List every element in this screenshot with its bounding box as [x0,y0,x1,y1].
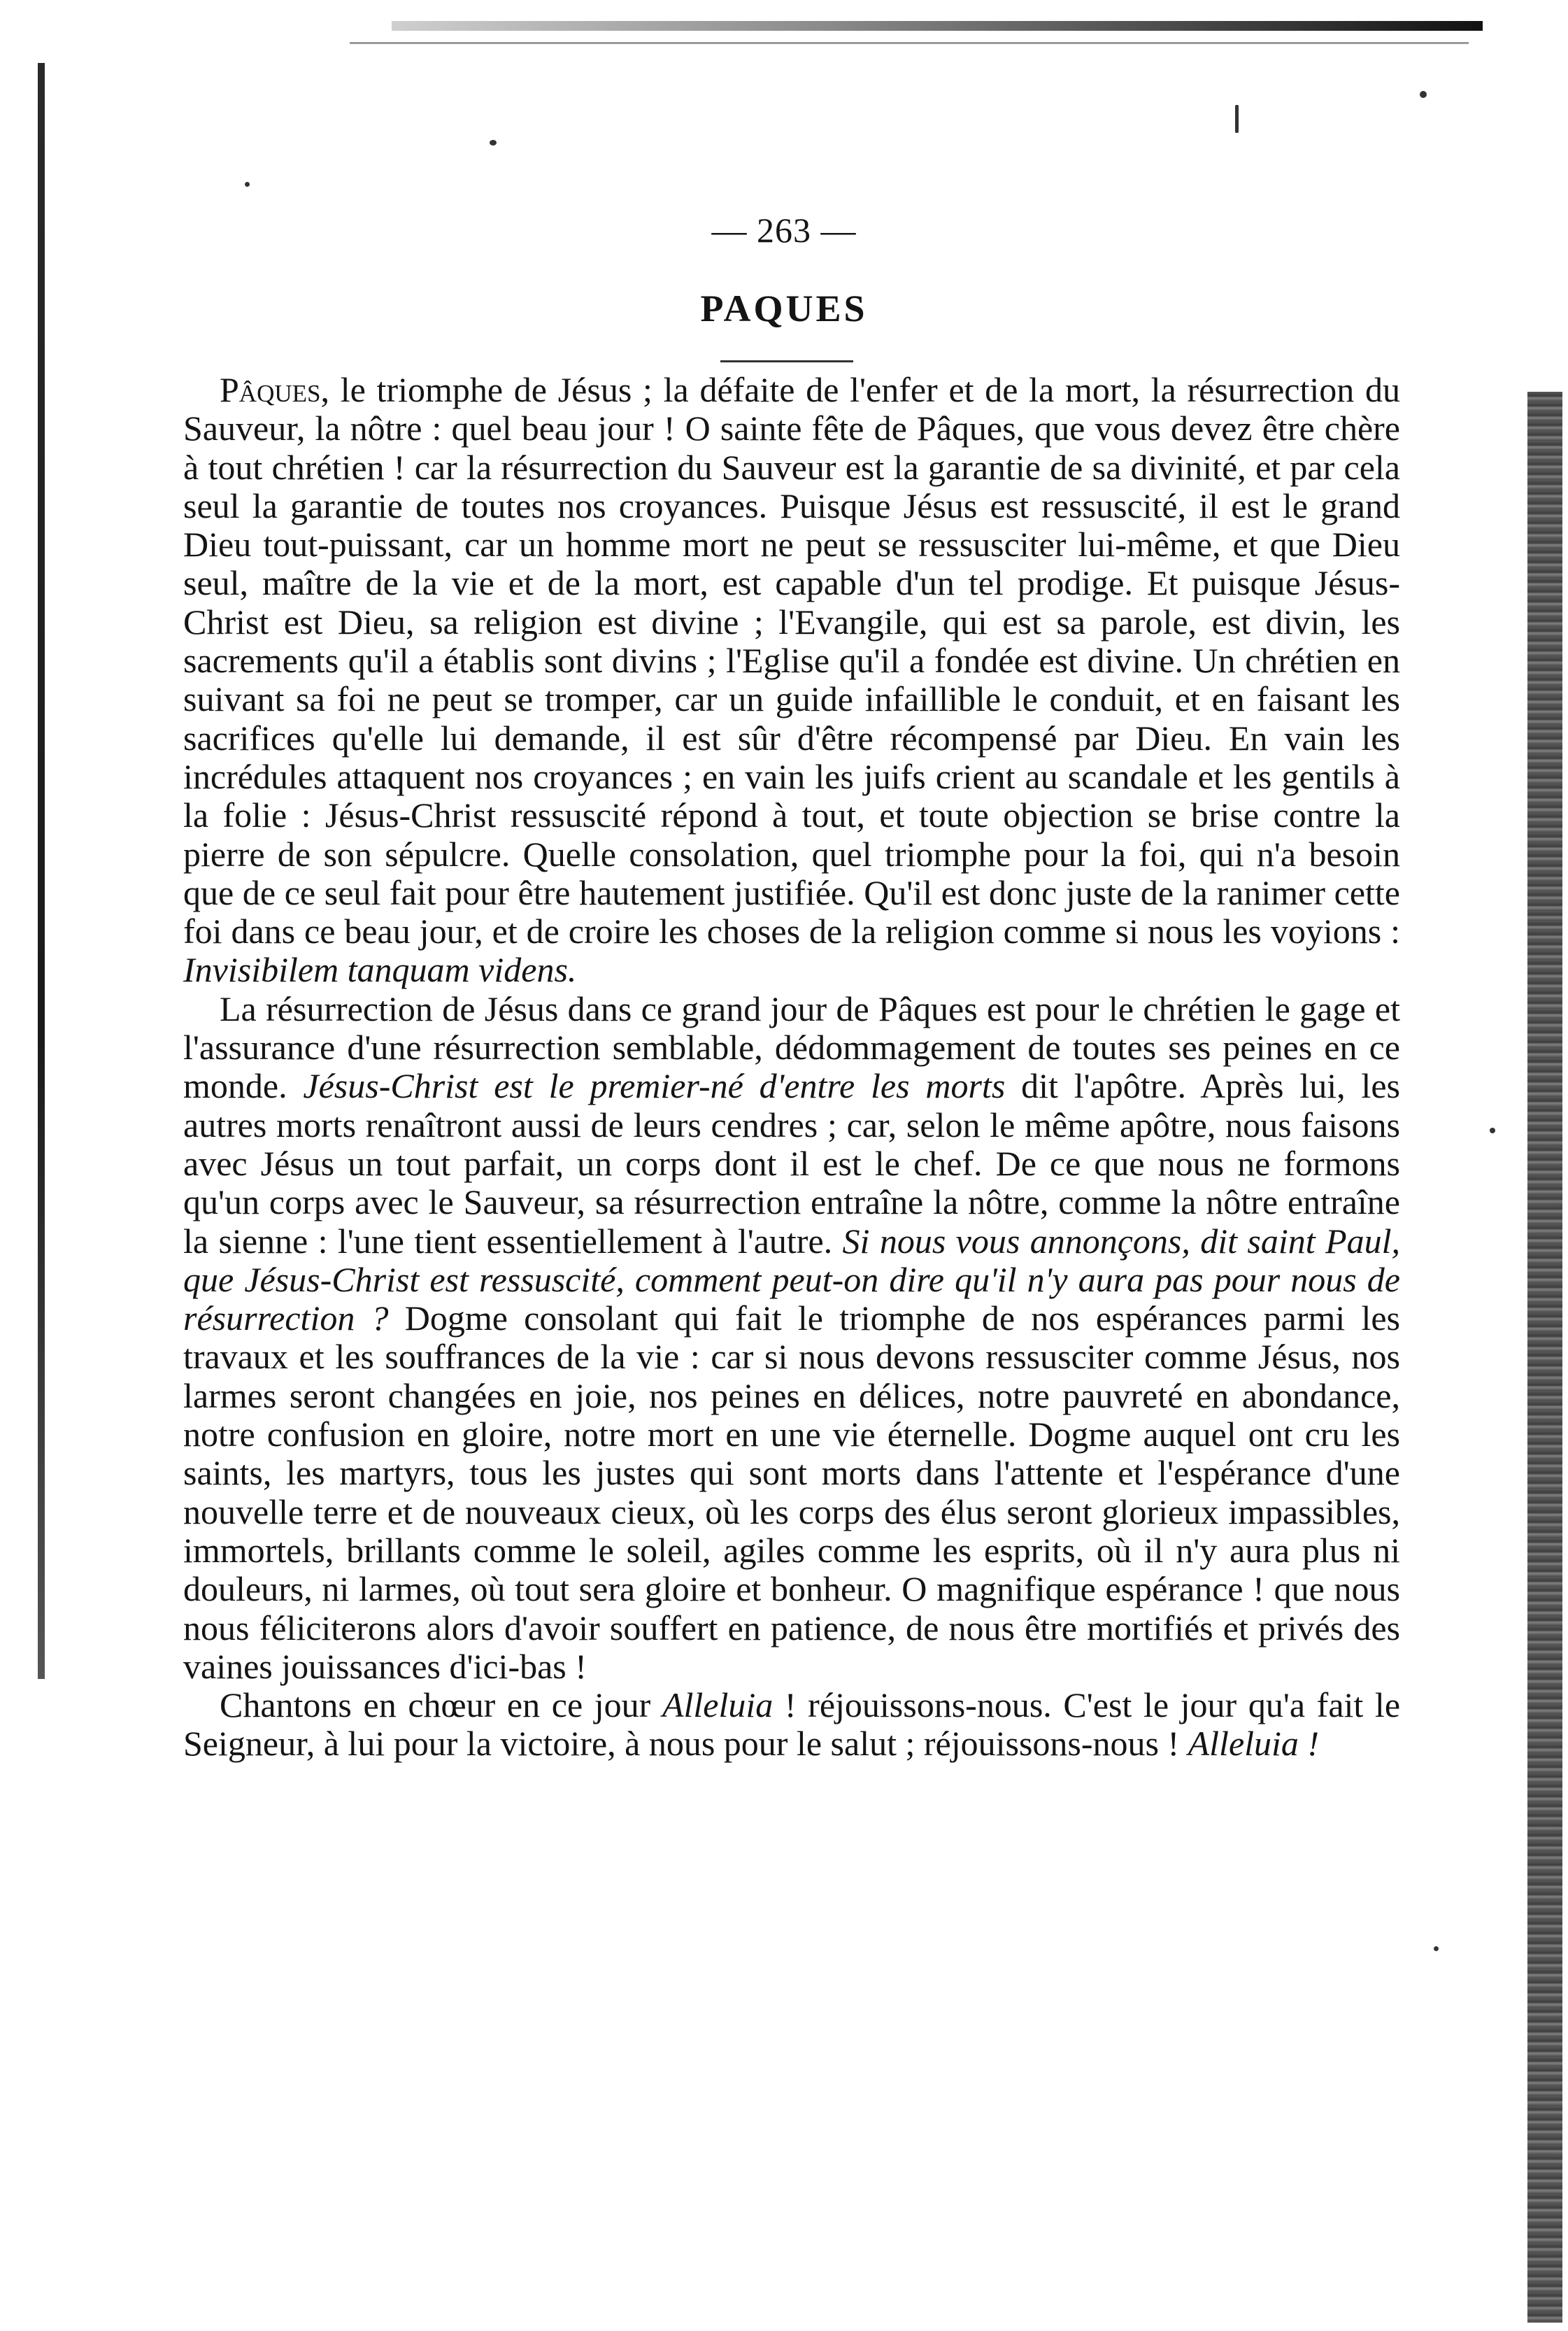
scripture-quote: Jésus-Christ est le premier-né d'entre les morts [303,1066,1006,1106]
ink-speck [1434,1946,1439,1951]
paragraph-2 [183,990,1400,1686]
paragraph-text: La résurrection de Jésus dans ce grand jour de Pâques est pour le chrétien le gage et l'assurance d'une résurrection semblable, dédommagement de toutes ses peines en ce monde. [183,989,1400,1106]
paragraph-text: Chantons en chœur en ce jour [220,1685,662,1725]
ink-speck [1490,1128,1495,1133]
right-scan-edge [1527,392,1562,2323]
top-scan-line [350,42,1469,44]
ink-speck [1235,105,1239,133]
ink-speck [1420,91,1427,98]
alleluia: Alleluia ! [1188,1724,1320,1764]
ink-speck [490,140,497,146]
top-scan-edge [392,21,1483,31]
alleluia: Alleluia [662,1685,774,1725]
paragraph-text: Dogme consolant qui fait le triomphe de nos espérances parmi les travaux et les souffrances de la vie : car si nous devons ressusciter comme Jésus, nos larmes seront changées en joie, nos peines en délices, notre pauvreté en abondance, notre confusion en gloire, notre mort en une vie éternelle. Dogme auquel ont cru les saints, les martyrs, tous les justes qui sont morts dans l'attente et l'espérance d'une nouvelle terre et de nouveaux cieux, où les corps des élus seront glorieux impassibles, immortels, brillants comme le soleil, agiles comme les esprits, où il n'y aura plus ni douleurs, ni larmes, où tout sera gloire et bonheur. O magnifique espérance ! que nous nous féliciterons alors d'avoir souffert en patience, de nous être mortifiés et privés des vaines jouissances d'ici-bas ! [183,1298,1400,1686]
ink-speck [245,182,250,187]
paragraph-text: , le triomphe de Jésus ; la défaite de l'enfer et de la mort, la résurrection du Sauveur, la nôtre : quel beau jour ! O sainte fête de Pâques, que vous devez être chère à tout chrétien ! car la résurrection du Sauveur est la garantie de sa divinité, et par cela seul la garantie de toutes nos croyances. Puisque Jésus est ressuscité, il est le grand Dieu tout-puissant, car un homme mort ne peut se ressusciter lui-même, et que Dieu seul, maître de la vie et de la mort, est capable d'un tel prodige. Et puisque Jésus-Christ est Dieu, sa religion est divine ; l'Evangile, qui est sa parole, est divin, les sacrements qu'il a établis sont divins ; l'Eglise qu'il a fondée est divine. Un chrétien en suivant sa foi ne peut se tromper, car un guide infaillible le conduit, et en faisant les sacrifices qu'elle lui demande, il est sûr d'être récompensé par Dieu. En vain les incrédules attaquent nos croyances ; en vain les juifs crient au scandale et les gentils à la folie : Jésus-Christ ressuscité répond à tout, et toute objection se brise contre la pierre de son sépulcre. Quelle consolation, quel triomphe pour la foi, qui n'a besoin que de ce seul fait pour être hautement justifiée. Qu'il est donc juste de la ranimer cette foi dans ce beau jour, et de croire les choses de la religion comme si nous les voyions : [183,370,1400,951]
paragraph-text: dit l'apôtre. Après lui, les autres morts renaîtront aussi de leurs cendres ; car, selon le même apôtre, nous faisons avec Jésus un tout parfait, un corps dont il est le chef. De ce que nous ne formons qu'un corps avec le Sauveur, sa résurrection entraîne la nôtre, comme la nôtre entraîne la sienne : l'une tient essentiellement à l'autre. [183,1066,1400,1261]
paragraph-3 [183,1686,1400,1764]
page-number: — 263 — [711,211,857,250]
paragraph-1 [183,371,1400,990]
body-text [183,371,1400,1764]
lead-word: Pâques [220,370,321,409]
title-underline [720,360,853,362]
paragraph-text: ! réjouissons-nous. C'est le jour qu'a fait le Seigneur, à lui pour la victoire, à nous pour le salut ; réjouissons-nous ! [183,1685,1401,1764]
scripture-quote: Si nous vous annonçons, dit saint Paul, que Jésus-Christ est ressuscité, comment peut-on dire qu'il n'y aura pas pour nous de résurrection ? [183,1221,1400,1338]
latin-quote: Invisibilem tanquam videns. [183,950,577,990]
page-title: PAQUES [700,288,868,330]
